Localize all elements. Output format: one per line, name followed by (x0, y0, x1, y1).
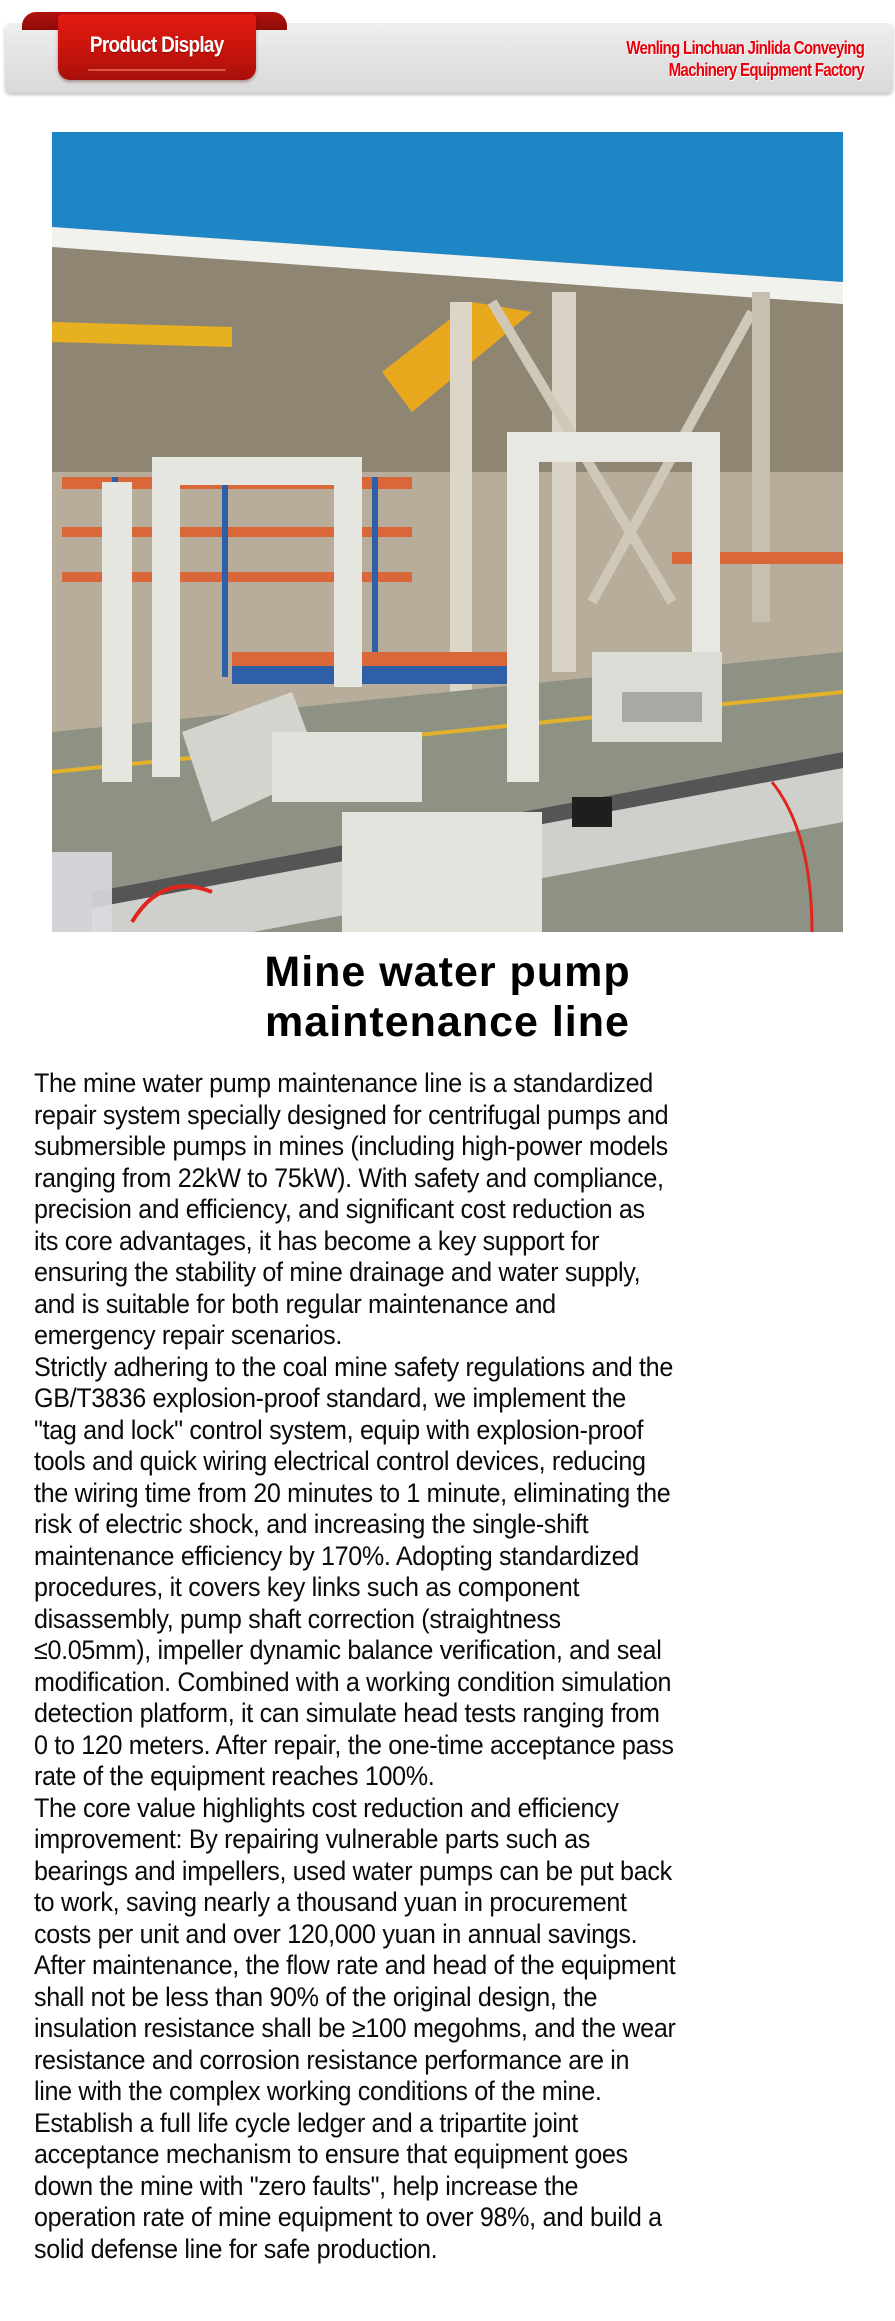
description-line: its core advantages, it has become a key support for (34, 1225, 600, 1256)
description-line: solid defense line for safe production. (34, 2233, 438, 2264)
description-line: bearings and impellers, used water pumps can be put back (34, 1855, 672, 1886)
description-line: shall not be less than 90% of the original design, the (34, 1981, 598, 2012)
description-line: procedures, it covers key links such as component (34, 1572, 580, 1602)
description-line: line with the complex working conditions of the mine. (34, 2076, 602, 2106)
description-line: resistance and corrosion resistance performance are in (34, 2044, 630, 2075)
description-line: down the mine with "zero faults", help increase the (34, 2170, 579, 2201)
description-line: After maintenance, the flow rate and head of the equipment (34, 1950, 676, 1980)
description-line: disassembly, pump shaft correction (straightness (34, 1603, 561, 1634)
product-description (34, 1068, 884, 2265)
description-line: risk of electric shock, and increasing the single-shift (34, 1509, 589, 1539)
company-name-line-1: Wenling Linchuan Jinlida Conveying (626, 38, 864, 58)
description-line: repair system specially designed for centrifugal pumps and (34, 1099, 669, 1130)
description-line: modification. Combined with a working condition simulation (34, 1666, 672, 1697)
description-line: submersible pumps in mines (including high-power models (34, 1131, 668, 1161)
description-line: and is suitable for both regular maintenance and (34, 1288, 556, 1319)
description-line: Strictly adhering to the coal mine safety regulations and the (34, 1351, 673, 1382)
description-line: ≤0.05mm), impeller dynamic balance verification, and seal (34, 1635, 662, 1665)
description-line: the wiring time from 20 minutes to 1 minute, eliminating the (34, 1477, 671, 1508)
description-line: "tag and lock" control system, equip with explosion-proof (34, 1414, 644, 1445)
description-line: The mine water pump maintenance line is a standardized (34, 1068, 653, 1098)
description-line: acceptance mechanism to ensure that equipment goes (34, 2139, 628, 2169)
company-name-line-2: Machinery Equipment Factory (668, 60, 864, 80)
description-line: tools and quick wiring electrical control devices, reducing (34, 1446, 646, 1476)
page-title-line-1: Mine water pump (264, 948, 631, 996)
product-display-ribbon (58, 14, 256, 80)
factory-scene-image (52, 132, 843, 932)
product-photo (52, 132, 843, 932)
description-line: operation rate of mine equipment to over 98%, and build a (34, 2202, 662, 2232)
description-line: emergency repair scenarios. (34, 1320, 343, 1350)
page-title-line-2: maintenance line (265, 998, 630, 1046)
description-line: Establish a full life cycle ledger and a tripartite joint (34, 2107, 578, 2138)
description-line: GB/T3836 explosion-proof standard, we implement the (34, 1383, 626, 1413)
ribbon-label: Product Display (90, 32, 224, 57)
description-line: precision and efficiency, and significant cost reduction as (34, 1194, 645, 1224)
page-title (0, 947, 895, 1047)
description-line: costs per unit and over 120,000 yuan in annual savings. (34, 1918, 638, 1949)
description-line: ranging from 22kW to 75kW). With safety and compliance, (34, 1162, 664, 1193)
description-line: ensuring the stability of mine drainage and water supply, (34, 1257, 641, 1287)
description-line: to work, saving nearly a thousand yuan in procurement (34, 1887, 627, 1917)
description-line: improvement: By repairing vulnerable parts such as (34, 1824, 590, 1854)
description-line: detection platform, it can simulate head tests ranging from (34, 1698, 660, 1728)
company-name (626, 37, 864, 81)
description-line: The core value highlights cost reduction and efficiency (34, 1792, 619, 1823)
description-line: insulation resistance shall be ≥100 megohms, and the wear (34, 2013, 676, 2043)
description-line: 0 to 120 meters. After repair, the one-time acceptance pass (34, 1729, 674, 1760)
description-line: maintenance efficiency by 170%. Adopting standardized (34, 1540, 639, 1571)
description-line: rate of the equipment reaches 100%. (34, 1761, 435, 1791)
